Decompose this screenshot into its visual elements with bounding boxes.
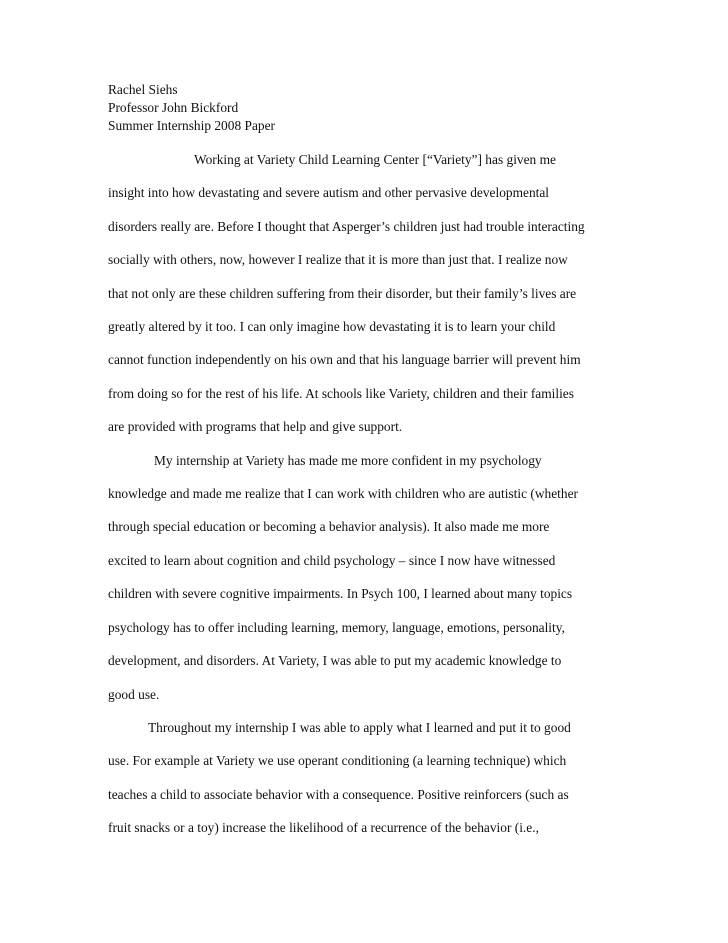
body-line: excited to learn about cognition and child psychology – since I now have witnessed <box>108 553 556 568</box>
body-line: children with severe cognitive impairments. In Psych 100, I learned about many topics <box>108 586 573 601</box>
body-line: My internship at Variety has made me more confident in my psychology <box>154 453 542 468</box>
body-line: knowledge and made me realize that I can work with children who are autistic (whether <box>108 486 578 501</box>
body-line: teaches a child to associate behavior with a consequence. Positive reinforcers (such as <box>108 787 569 802</box>
body-line: from doing so for the rest of his life. At schools like Variety, children and their families <box>108 386 574 401</box>
body-line: disorders really are. Before I thought that Asperger’s children just had trouble interacting <box>108 219 585 234</box>
author-name: Rachel Siehs <box>108 82 178 97</box>
body-line: insight into how devastating and severe autism and other pervasive developmental <box>108 185 550 200</box>
body-line: development, and disorders. At Variety, I was able to put my academic knowledge to <box>108 653 562 668</box>
body-line: greatly altered by it too. I can only imagine how devastating it is to learn your child <box>108 319 556 334</box>
body-line: through special education or becoming a behavior analysis). It also made me more <box>108 519 550 534</box>
body-line: good use. <box>108 687 160 702</box>
body-line: psychology has to offer including learning, memory, language, emotions, personality, <box>108 620 565 635</box>
body-line: that not only are these children suffering from their disorder, but their family’s lives are <box>108 286 577 301</box>
body-line: cannot function independently on his own and that his language barrier will prevent him <box>108 352 581 367</box>
body-line: Working at Variety Child Learning Center [“Variety”] has given me <box>194 152 556 167</box>
body-line: are provided with programs that help and give support. <box>108 419 403 434</box>
paper-title: Summer Internship 2008 Paper <box>108 118 275 133</box>
body-line: socially with others, now, however I realize that it is more than just that. I realize now <box>108 252 568 267</box>
body-line: use. For example at Variety we use operant conditioning (a learning technique) which <box>108 753 567 768</box>
professor-name: Professor John Bickford <box>108 100 239 115</box>
body-line: fruit snacks or a toy) increase the likelihood of a recurrence of the behavior (i.e., <box>108 820 539 835</box>
body-line: Throughout my internship I was able to apply what I learned and put it to good <box>148 720 571 735</box>
